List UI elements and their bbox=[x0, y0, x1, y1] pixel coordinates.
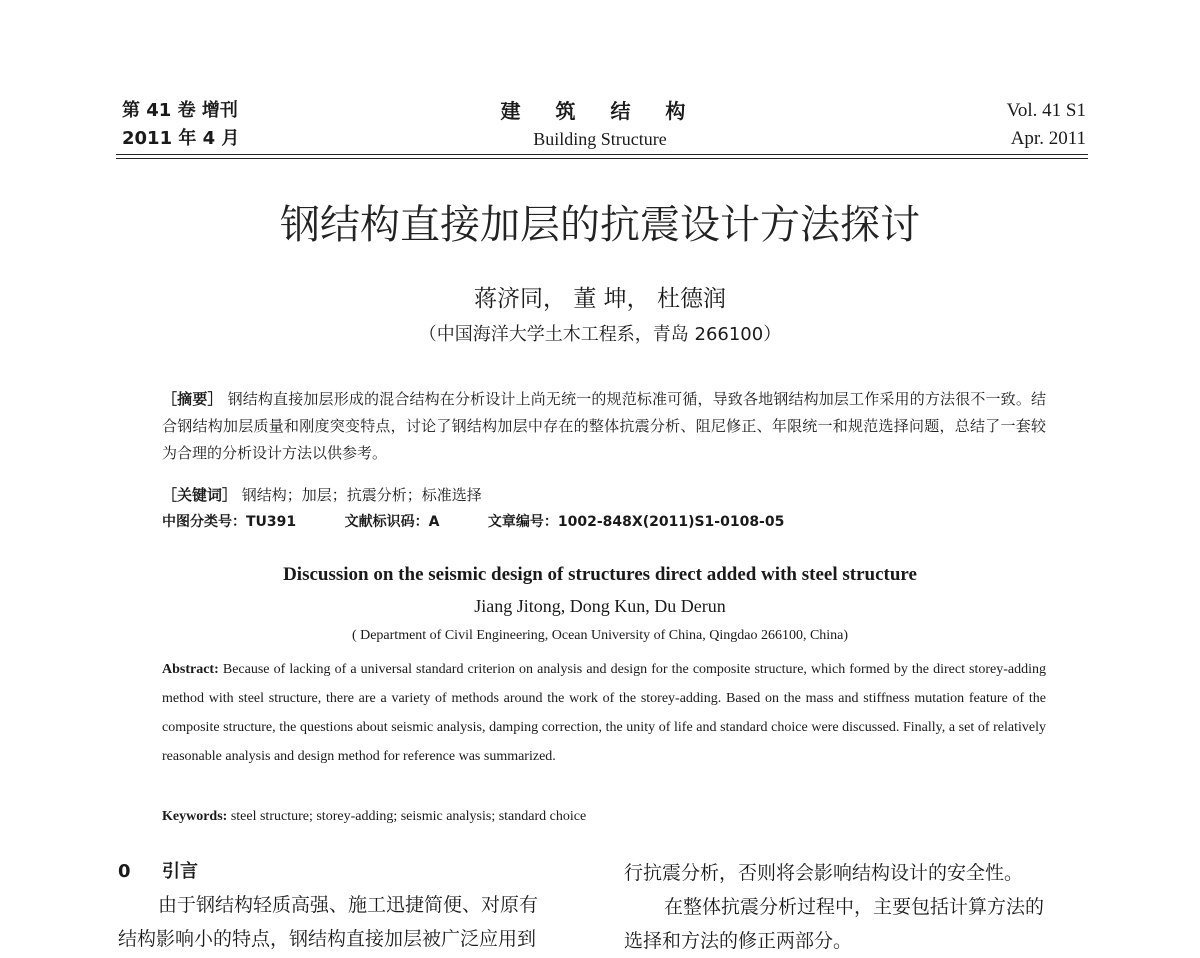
classification-line bbox=[162, 509, 828, 535]
affiliation-en: ( Department of Civil Engineering, Ocean University of China, Qingdao 266100, China) bbox=[351, 628, 849, 643]
abstract-text-cn: 钢结构直接加层形成的混合结构在分析设计上尚无统一的规范标准可循，导致各地钢结构加层工作采用的方法很不一致。结合钢结构加层质量和刚度突变特点，讨论了钢结构加层中存在的整体抗震分析、阻尼修正、年限统一和规范选择问题，总结了一套较为合理的分析设计方法以供参考。 bbox=[162, 390, 1046, 462]
body-line: 在整体抗震分析过程中，主要包括计算方法的 bbox=[664, 896, 1045, 918]
abstract-en bbox=[162, 655, 1046, 771]
article-no-value: 1002-848X(2011)S1-0108-05 bbox=[557, 514, 785, 530]
authors: 蒋济同， 董 坤， 杜德润 bbox=[474, 286, 726, 312]
volume-issue-en: Vol. 41 S1 bbox=[1006, 100, 1086, 121]
paper-title-en: Discussion on the seismic design of structures direct added with steel structure bbox=[283, 564, 917, 585]
doc-code-value: A bbox=[428, 514, 440, 530]
keywords-label-cn: ［关键词］ bbox=[162, 486, 238, 504]
running-header-right bbox=[1007, 97, 1086, 153]
issue-date-cn: 2011 年 4 月 bbox=[122, 128, 240, 149]
body-column-left bbox=[118, 888, 588, 956]
section-number: 0 bbox=[118, 861, 131, 882]
body-column-right bbox=[624, 856, 1094, 958]
volume-issue: 第 41 卷 增刊 bbox=[122, 100, 238, 121]
section-title: 引言 bbox=[162, 861, 198, 882]
article-no-label: 文章编号： bbox=[487, 514, 558, 530]
keywords-text-cn: 钢结构；加层；抗震分析；标准选择 bbox=[241, 486, 482, 504]
authors-en: Jiang Jitong, Dong Kun, Du Derun bbox=[474, 596, 726, 616]
keywords-cn bbox=[162, 482, 482, 508]
body-line: 由于钢结构轻质高强、施工迅捷简便、对原有 bbox=[158, 894, 539, 916]
journal-name-cn: 建 筑 结 构 bbox=[500, 99, 700, 123]
abstract-label-en: Abstract: bbox=[162, 662, 219, 677]
abstract-label-cn: ［摘要］ bbox=[162, 390, 223, 408]
header-rule bbox=[116, 154, 1088, 155]
issue-date-en: Apr. 2011 bbox=[1010, 128, 1086, 149]
body-line: 结构影响小的特点，钢结构直接加层被广泛应用到 bbox=[118, 928, 537, 950]
affiliation: （中国海洋大学土木工程系，青岛 266100） bbox=[418, 324, 782, 345]
body-line: 行抗震分析，否则将会影响结构设计的安全性。 bbox=[624, 862, 1024, 884]
keywords-en bbox=[162, 804, 586, 830]
header-rule-double bbox=[116, 158, 1088, 159]
body-line: 选择和方法的修正两部分。 bbox=[624, 930, 853, 952]
keywords-label-en: Keywords: bbox=[162, 809, 228, 824]
paper-title: 钢结构直接加层的抗震设计方法探讨 bbox=[280, 202, 920, 248]
clc-value: TU391 bbox=[246, 514, 297, 530]
abstract-cn bbox=[162, 386, 1046, 467]
journal-name-en: Building Structure bbox=[533, 129, 667, 149]
abstract-text-en: Because of lacking of a universal standard criterion on analysis and design for the composite structure, which formed by the direct storey-adding method with steel structure, there are a variety of methods around the work of the storey-adding. Based on the mass and stiffness mutation feature of the composite structure, the questions about seismic analysis, damping correction, the unity of life and standard choice were discussed. Finally, a set of relatively reasonable analysis and design method for reference was summarized. bbox=[162, 662, 1047, 764]
keywords-text-en: steel structure; storey-adding; seismic analysis; standard choice bbox=[230, 809, 587, 824]
clc-label: 中图分类号： bbox=[162, 514, 246, 530]
doc-code-label: 文献标识码： bbox=[344, 514, 429, 530]
